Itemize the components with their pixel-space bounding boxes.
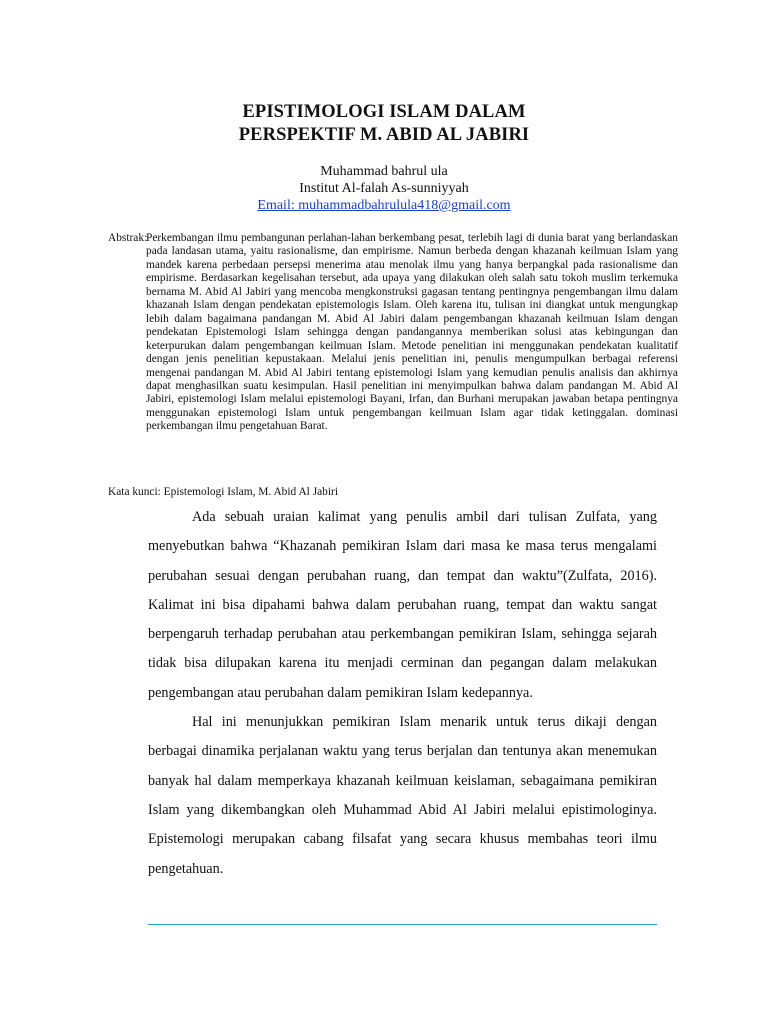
author-institution: Institut Al-falah As-sunniyyah — [299, 181, 469, 196]
body-paragraph-1: Ada sebuah uraian kalimat yang penulis ambil dari tulisan Zulfata, yang menyebutkan bahwa “Khazanah pemikiran Islam dari masa ke masa terus mengalami perubahan sesuai dengan perubahan ruang, dan tempat dan waktu”(Zulfata, 2016). Kalimat ini bisa dipahami bahwa dalam perubahan ruang, tempat dan waktu sangat berpengaruh terhadap perubahan atau perkembangan pemikiran Islam, sehingga sejarah tidak bisa dilupakan karena itu menjadi cerminan dan pegangan dalam melakukan pengembangan atau perubahan dalam pemikiran Islam kedepannya. — [148, 509, 657, 701]
keywords: Kata kunci: Epistemologi Islam, M. Abid Al Jabiri — [108, 486, 339, 498]
author-email-link[interactable]: Email: muhammadbahrulula418@gmail.com — [257, 198, 511, 213]
author-name: Muhammad bahrul ula — [320, 164, 448, 179]
body-paragraph-2: Hal ini menunjukkan pemikiran Islam menarik untuk terus dikaji dengan berbagai dinamika perjalanan waktu yang terus berjalan dan tentunya akan menemukan banyak hal dalam memperkaya khazanah keilmuan keislaman, sebagaimana pemikiran Islam yang dikembangkan oleh Muhammad Abid Al Jabiri melalui epistimologinya. Epistemologi merupakan cabang filsafat yang secara khusus membahas teori ilmu pengetahuan. — [148, 714, 657, 877]
abstract-section — [108, 232, 678, 434]
abstract-label: Abstrak: — [108, 232, 148, 244]
abstract-text: Perkembangan ilmu pembangunan perlahan-lahan berkembang pesat, terlebih lagi di dunia barat yang berlandaskan pada landasan utama, yaitu rasionalisme, dan empirisme. Namun berbeda dengan khazanah keilmuan Islam yang mandek karena perbedaan persepsi menerima atau menolak ilmu yang hanya berpangkal pada rasionalisme dan empirisme. Berdasarkan kegelisahan tersebut, ada upaya yang dilakukan oleh salah satu tokoh muslim terkemuka bernama M. Abid Al Jabiri yang mencoba mengkonstruksi gagasan tentang pentingnya pengembangan ilmu dalam khazanah Islam dengan pendekatan epistemologis Islam. Oleh karena itu, tulisan ini diangkat untuk mengungkap lebih dalam bagaimana pandangan M. Abid Al Jabiri dalam pengembangan khazanah keilmuan Islam dengan pendekatan Epistemologi Islam sehingga dengan pandangannya memberikan solusi atas kebingungan dan keterpurukan dalam pengembangan keilmuan Islam. Metode penelitian ini menggunakan pendekatan kualitatif dengan jenis penelitian kepustakaan. Melalui jenis penelitian ini, penulis mengumpulkan berbagai referensi mengenai pandangan M. Abid Al Jabiri tentang epistemologi Islam yang kemudian penulis analisis dan akhirnya dapat menghasilkan suatu kesimpulan. Hasil penelitian ini menyimpulkan bahwa dalam pandangan M. Abid Al Jabiri, epistemologi Islam melalui epistemologi Bayani, Irfan, dan Burhani merupakan jawaban betapa pentingnya menggunakan epistemologi Islam untuk pengembangan keilmuan Islam agar tidak ketinggalan. dominasi perkembangan ilmu pengetahuan Barat. — [146, 232, 678, 433]
body-section — [148, 503, 657, 884]
footnote-separator — [148, 924, 657, 925]
paper-title — [0, 101, 768, 147]
title-line-1: EPISTIMOLOGI ISLAM DALAM — [242, 102, 526, 122]
title-line-2: PERSPEKTIF M. ABID AL JABIRI — [238, 125, 530, 145]
author-block — [0, 163, 768, 214]
